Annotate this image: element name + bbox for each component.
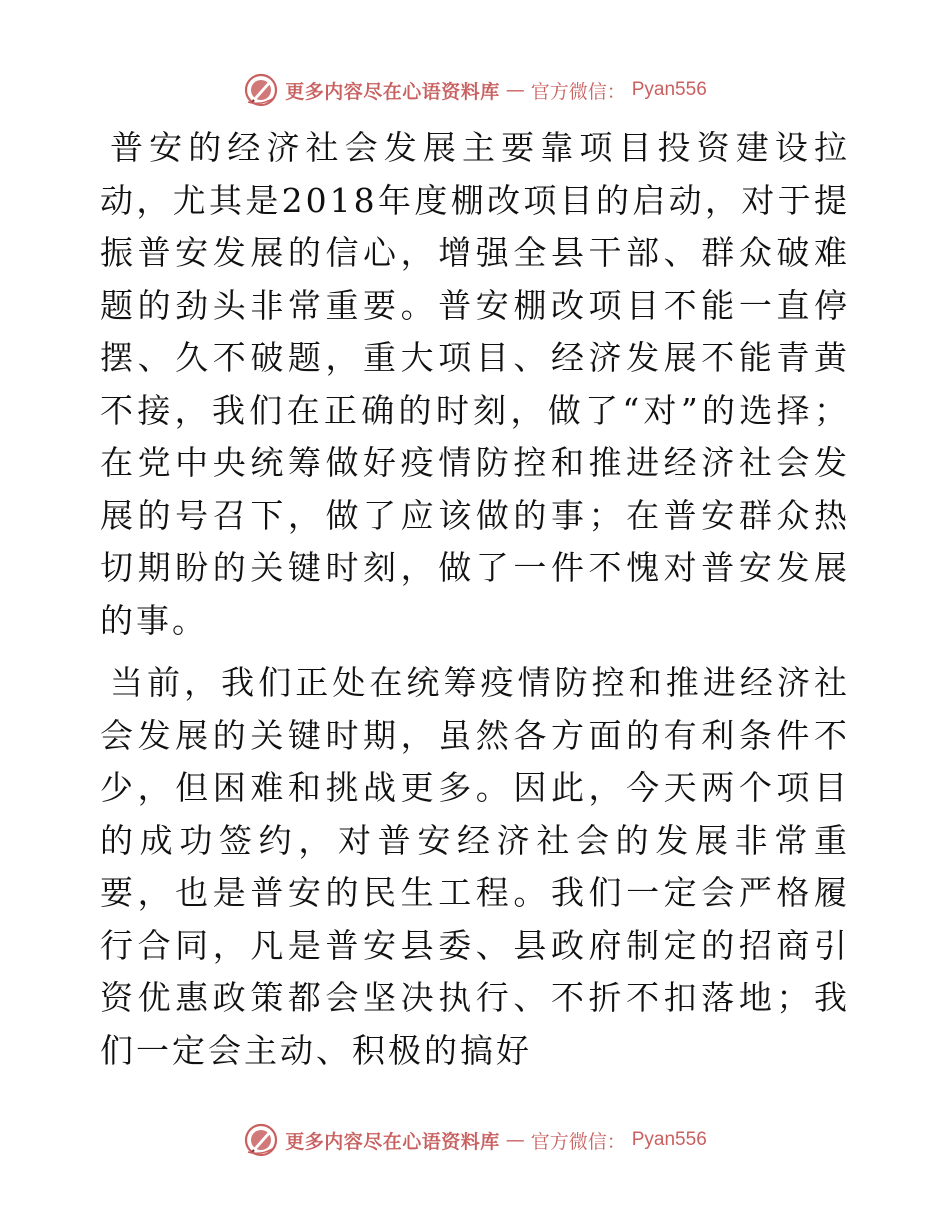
watermark-official-label: 官方微信：	[530, 80, 626, 103]
pen-seal-icon	[243, 72, 279, 108]
watermark-handle: Pyan556	[631, 79, 707, 100]
watermark-separator: —	[505, 1129, 525, 1151]
watermark-official-label: 官方微信：	[530, 1130, 626, 1153]
paragraph-2: 当前，我们正处在统筹疫情防控和推进经济社会发展的关键时期，虽然各方面的有利条件不少，但困难和挑战更多。因此，今天两个项目的成功签约，对普安经济社会的发展非常重要，也是普安的民生工程。我们一定会严格履行合同，凡是普安县委、县政府制定的招商引资优惠政策都会坚决执行、不折不扣落地；我们一定会主动、积极的搞好	[100, 663, 850, 1070]
watermark-handle: Pyan556	[631, 1129, 707, 1150]
header-watermark	[0, 70, 950, 110]
document-body	[100, 122, 850, 1077]
watermark-separator: —	[505, 79, 525, 101]
paragraph-1: 普安的经济社会发展主要靠项目投资建设拉动，尤其是2018年度棚改项目的启动，对于提振普安发展的信心，增强全县干部、群众破难题的劲头非常重要。普安棚改项目不能一直停摆、久不破题，重大项目、经济发展不能青黄不接，我们在正确的时刻，做了“对”的选择；在党中央统筹做好疫情防控和推进经济社会发展的号召下，做了应该做的事；在普安群众热切期盼的关键时刻，做了一件不愧对普安发展的事。	[100, 128, 850, 640]
watermark-brand: 更多内容尽在心语资料库	[285, 80, 500, 103]
pen-seal-icon	[243, 1122, 279, 1158]
footer-watermark	[0, 1120, 950, 1160]
watermark-brand: 更多内容尽在心语资料库	[285, 1130, 500, 1153]
